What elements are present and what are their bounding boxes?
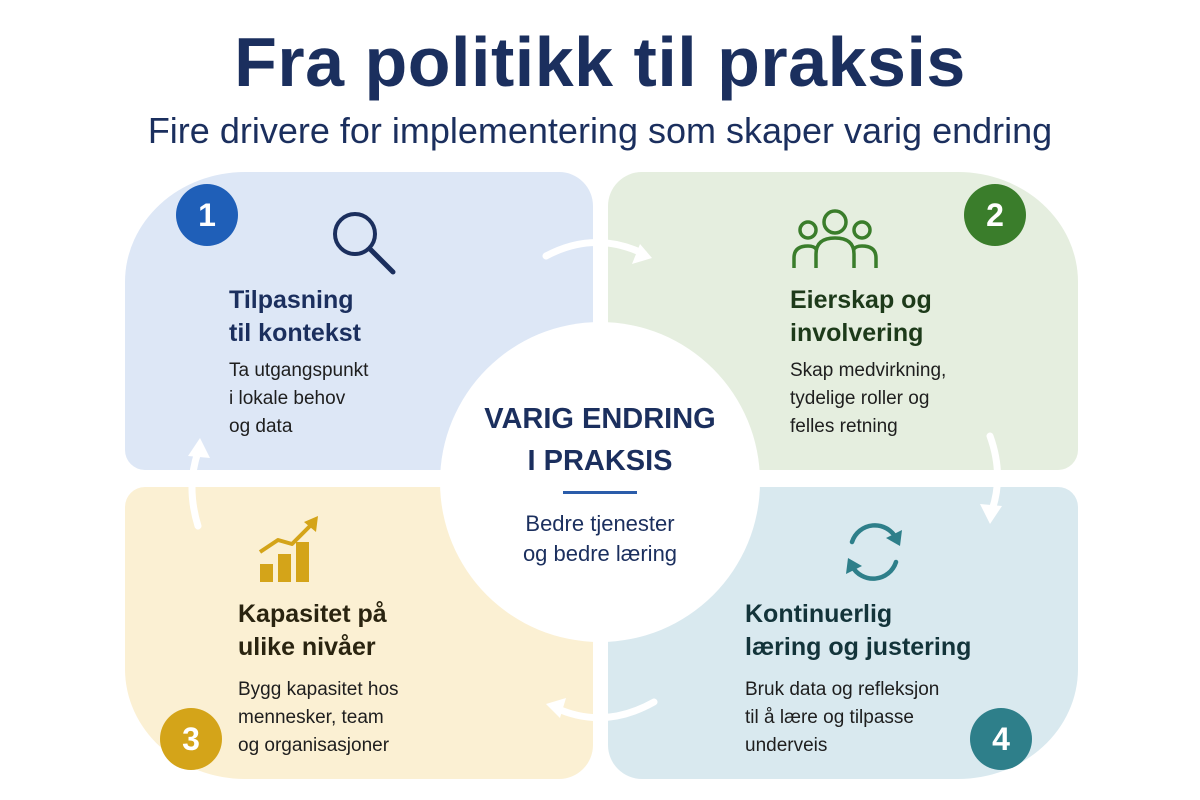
driver-3-description: Bygg kapasitet hos mennesker, team og organisasjoner <box>238 679 399 756</box>
driver-1-heading: Tilpasning til kontekst <box>229 286 361 347</box>
driver-3-heading: Kapasitet på ulike nivåer <box>238 600 387 661</box>
page-title: Fra politikk til praksis <box>234 23 966 101</box>
center-title-text: VARIG ENDRING I PRAKSIS <box>484 403 716 477</box>
driver-2-heading: Eierskap og involvering <box>790 286 932 347</box>
driver-2-description: Skap medvirkning, tydelige roller og felles retning <box>790 360 947 437</box>
growth-chart-icon <box>256 512 322 584</box>
cycle-arrows-icon <box>836 514 912 590</box>
driver-4-badge: 4 <box>970 708 1032 770</box>
arrow-1-to-2-icon <box>540 228 660 272</box>
arrow-3-to-1-icon <box>176 432 222 532</box>
driver-3-badge: 3 <box>160 708 222 770</box>
magnifier-icon <box>327 206 399 278</box>
driver-1-badge: 1 <box>176 184 238 246</box>
center-circle <box>440 322 760 642</box>
arrow-4-to-3-icon <box>538 690 660 734</box>
driver-4-description: Bruk data og refleksjon til å lære og tilpasse underveis <box>745 679 940 756</box>
center-title <box>440 398 760 482</box>
center-subtitle: Bedre tjenester og bedre læring <box>522 511 678 566</box>
people-group-icon <box>792 206 878 270</box>
page-subtitle: Fire drivere for implementering som skaper varig endring <box>147 110 1053 151</box>
arrow-2-to-4-icon <box>968 430 1016 530</box>
driver-1-description: Ta utgangspunkt i lokale behov og data <box>229 360 369 437</box>
center-divider <box>563 491 637 494</box>
driver-4-heading: Kontinuerlig læring og justering <box>745 600 972 661</box>
driver-2-badge: 2 <box>964 184 1026 246</box>
